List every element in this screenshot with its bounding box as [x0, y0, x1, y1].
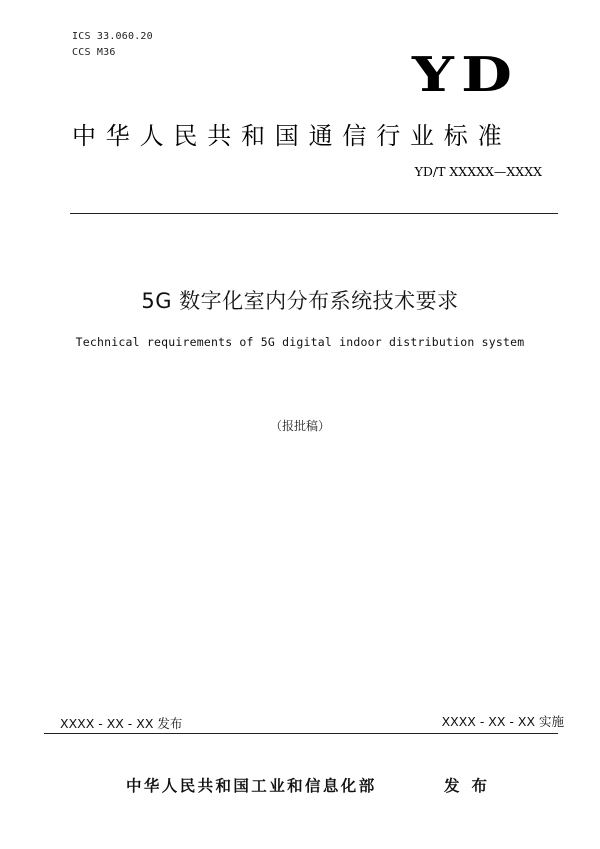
- standard-number: YD/T XXXXX—XXXX: [414, 164, 542, 179]
- yd-logo: YD: [412, 47, 520, 103]
- standard-type-heading: 中华人民共和国通信行业标准: [72, 122, 512, 150]
- bottom-divider: [44, 733, 558, 734]
- issue-date: XXXX - XX - XX 发布: [60, 716, 183, 731]
- implementation-date: XXXX - XX - XX 实施: [441, 714, 564, 729]
- top-divider: [70, 213, 558, 214]
- draft-status-note: （报批稿）: [269, 419, 330, 433]
- ccs-code: CCS M36: [72, 47, 116, 58]
- document-title-english: Technical requirements of 5G digital indoor distribution system: [75, 335, 525, 349]
- document-title-chinese: 5G 数字化室内分布系统技术要求: [141, 289, 459, 313]
- publish-label: 发布: [444, 777, 500, 795]
- publisher-name: 中华人民共和国工业和信息化部: [126, 777, 377, 795]
- ics-code: ICS 33.060.20: [72, 31, 153, 42]
